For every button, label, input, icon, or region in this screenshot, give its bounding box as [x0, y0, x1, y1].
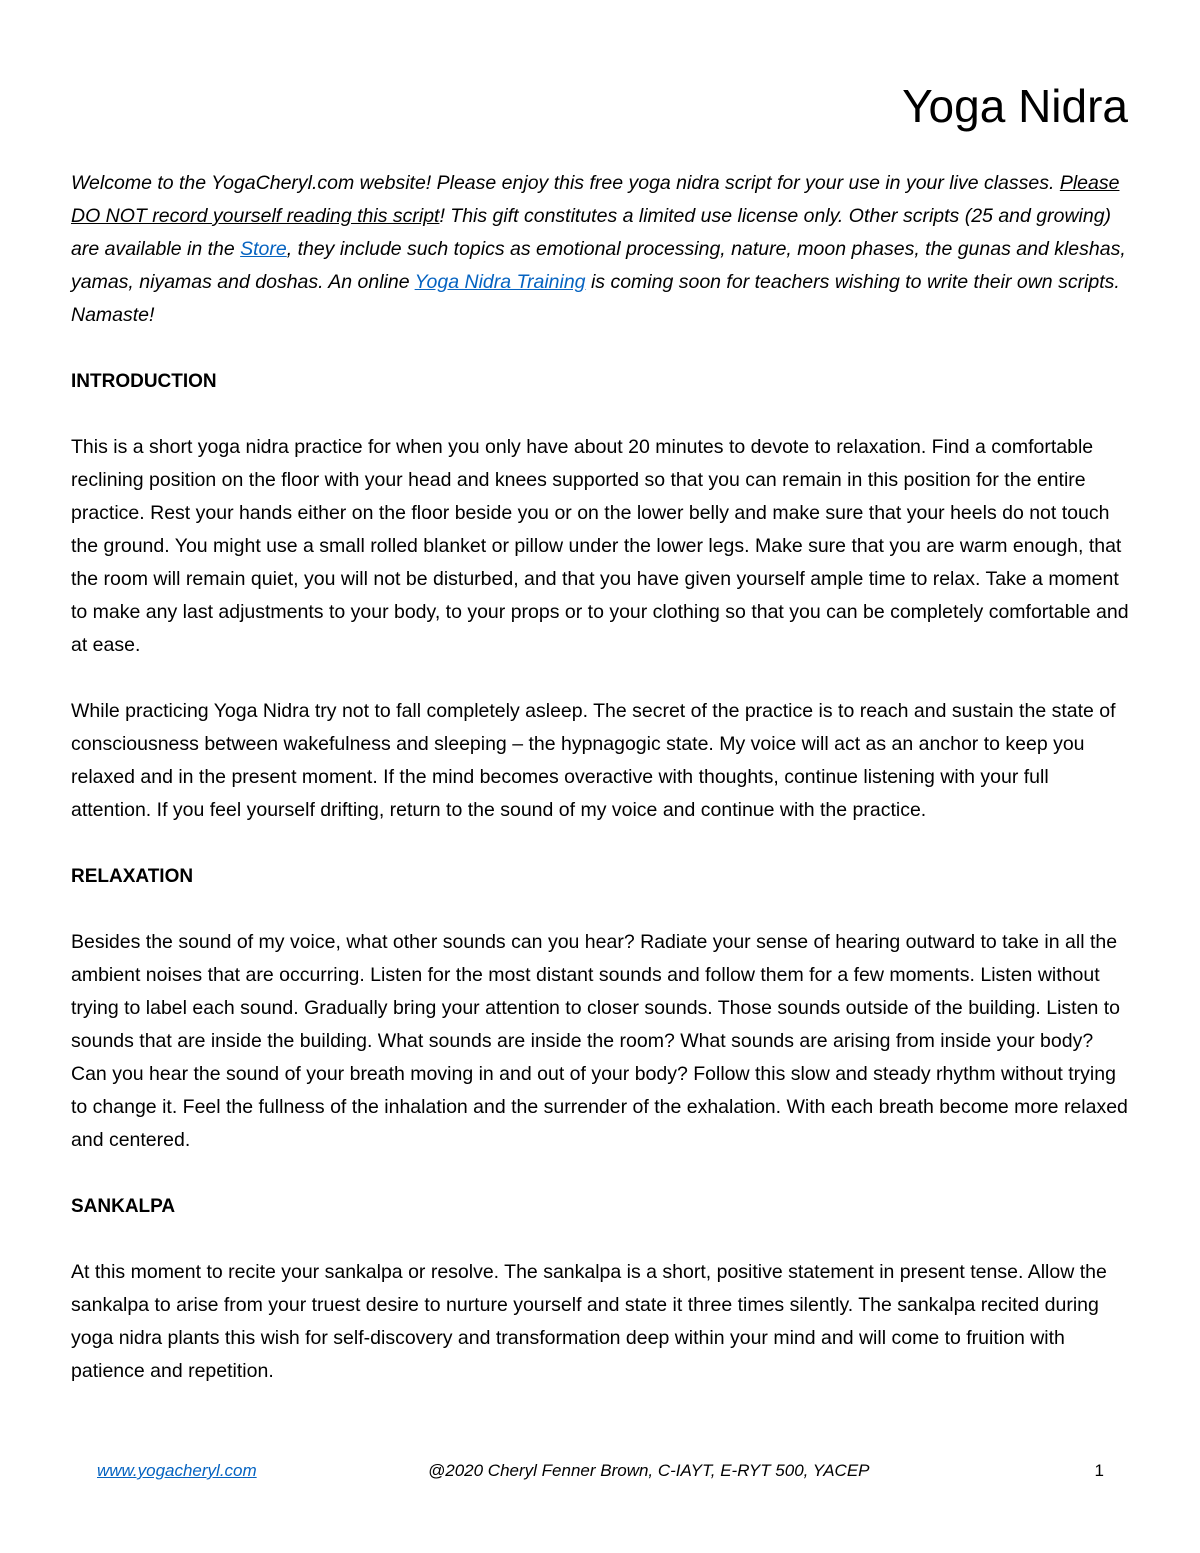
page-title: Yoga Nidra	[902, 80, 1128, 132]
store-link[interactable]: Store	[240, 238, 287, 260]
section-heading-sankalpa: SANKALPA	[71, 1196, 176, 1217]
intro-text-1: Welcome to the YogaCheryl.com website! Please enjoy this free yoga nidra script for your use in your live classes.	[71, 172, 1060, 194]
yoga-nidra-training-link[interactable]: Yoga Nidra Training	[414, 271, 586, 293]
intro-text-3: , they include such topics as emotional processing, nature, moon phases, the gunas and kleshas, yamas, niyamas and doshas. An online	[71, 238, 1126, 293]
footer-copyright: @2020 Cheryl Fenner Brown, C-IAYT, E-RYT 500, YACEP	[428, 1461, 870, 1480]
intro-paragraph	[71, 167, 1131, 332]
footer-website-link[interactable]: www.yogacheryl.com	[97, 1461, 257, 1480]
page-number: 1	[1094, 1461, 1104, 1480]
introduction-paragraph-2: While practicing Yoga Nidra try not to fall completely asleep. The secret of the practice is to reach and sustain the state of consciousness between wakefulness and sleeping – the hypnagogic state. My voice will act as an anchor to keep you relaxed and in the present moment. If the mind becomes overactive with thoughts, continue listening with your full attention. If you feel yourself drifting, return to the sound of my voice and continue with the practice.	[71, 700, 1116, 821]
sankalpa-paragraph: At this moment to recite your sankalpa or resolve. The sankalpa is a short, positive statement in present tense. Allow the sankalpa to arise from your truest desire to nurture yourself and state it three times silently. The sankalpa recited during yoga nidra plants this wish for self-discovery and transformation deep within your mind and will come to fruition with patience and repetition.	[71, 1261, 1107, 1382]
document-body	[71, 167, 1131, 1421]
introduction-paragraph-1: This is a short yoga nidra practice for when you only have about 20 minutes to devote to relaxation. Find a comfortable reclining position on the floor with your head and knees supported so that you can remain in this position for the entire practice. Rest your hands either on the floor beside you or on the lower belly and make sure that your heels do not touch the ground. You might use a small rolled blanket or pillow under the lower legs. Make sure that you are warm enough, that the room will remain quiet, you will not be disturbed, and that you have given yourself ample time to relax. Take a moment to make any last adjustments to your body, to your props or to your clothing so that you can be completely comfortable and at ease.	[71, 436, 1129, 656]
section-heading-relaxation: RELAXATION	[71, 866, 194, 887]
intro-underlined-warning: Please DO NOT record yourself reading this script	[71, 172, 1120, 227]
intro-text-2: ! This gift constitutes a limited use license only. Other scripts (25 and growing) are available in the	[71, 205, 1112, 260]
relaxation-paragraph: Besides the sound of my voice, what other sounds can you hear? Radiate your sense of hearing outward to take in all the ambient noises that are occurring. Listen for the most distant sounds and follow them for a few moments. Listen without trying to label each sound. Gradually bring your attention to closer sounds. Those sounds outside of the building. Listen to sounds that are inside the building. What sounds are inside the room? What sounds are arising from inside your body? Can you hear the sound of your breath moving in and out of your body? Follow this slow and steady rhythm without trying to change it. Feel the fullness of the inhalation and the surrender of the exhalation. With each breath become more relaxed and centered.	[71, 931, 1128, 1151]
section-heading-introduction: INTRODUCTION	[71, 371, 217, 392]
intro-text-4: is coming soon for teachers wishing to write their own scripts. Namaste!	[71, 271, 1120, 326]
